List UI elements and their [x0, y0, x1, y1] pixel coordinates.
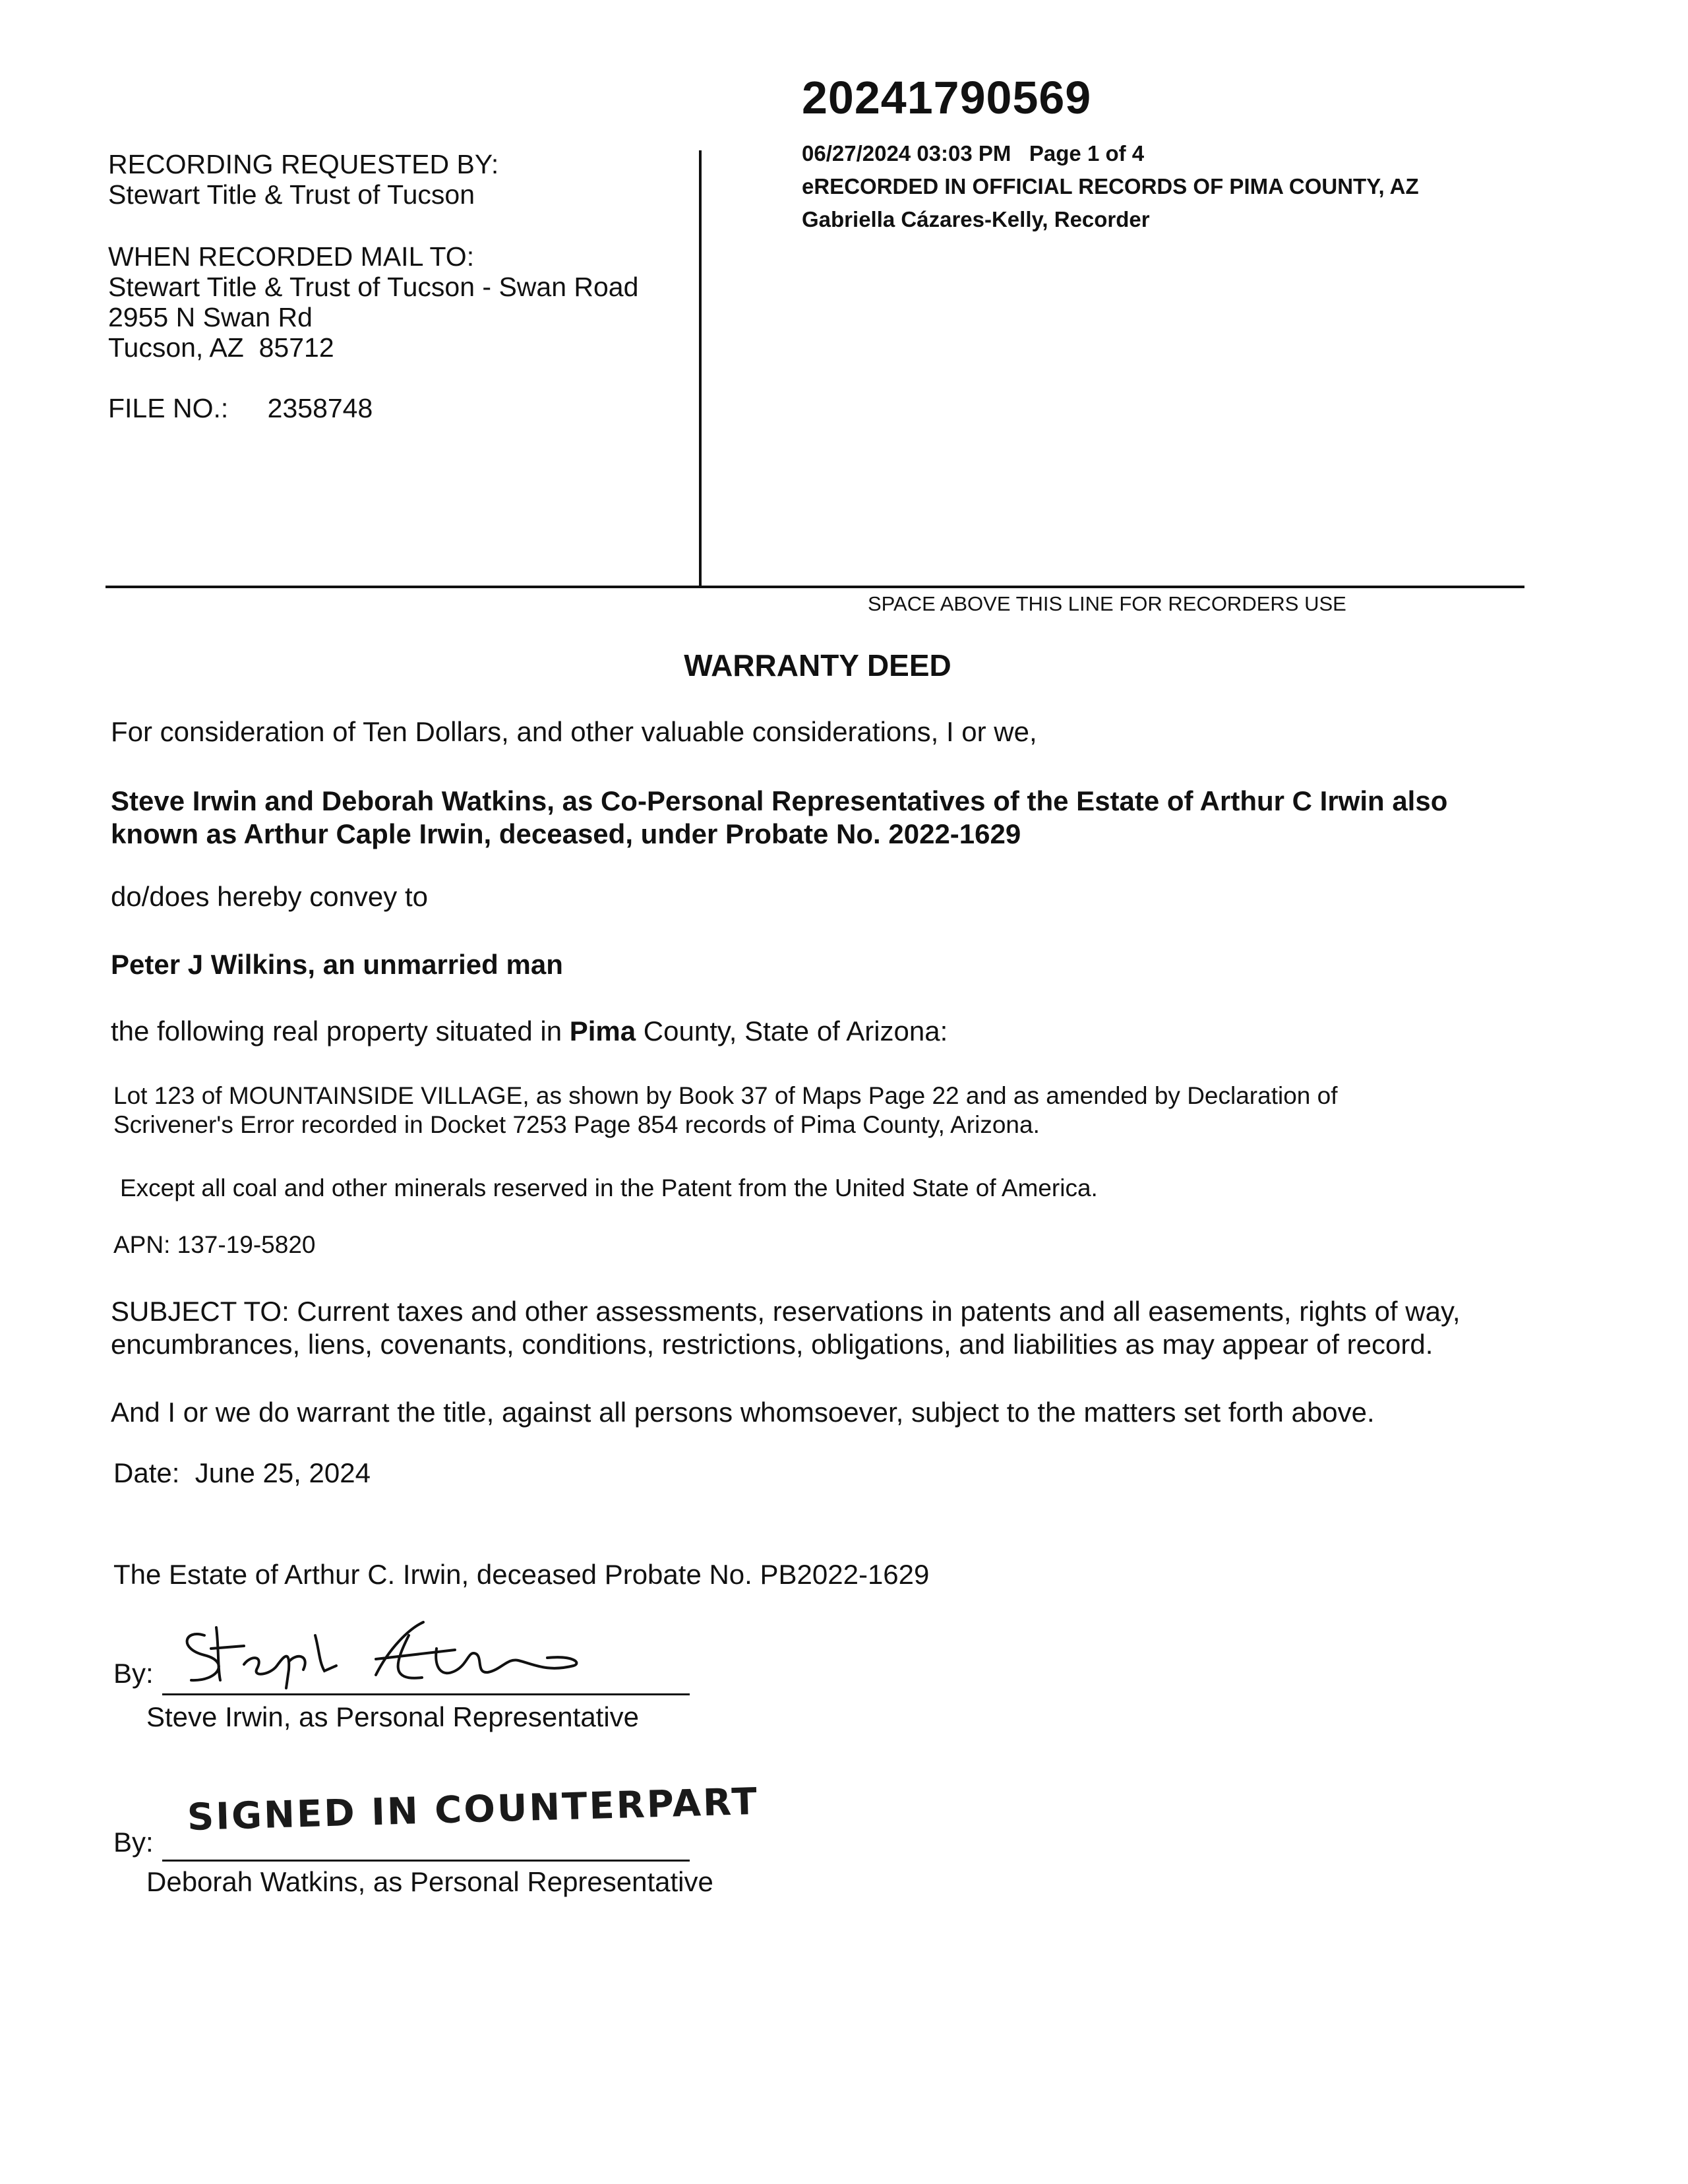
recording-info	[802, 137, 1419, 236]
grantee-name: Peter J Wilkins, an unmarried man	[111, 949, 563, 980]
mail-to-label: WHEN RECORDED MAIL TO:	[108, 241, 475, 272]
subject-to-block	[111, 1295, 1461, 1361]
mail-to-block	[108, 241, 638, 363]
grantor-line-1: Steve Irwin and Deborah Watkins, as Co-Personal Representatives of the Estate of Arthur C Irwin also	[111, 785, 1448, 816]
recording-requested-label: RECORDING REQUESTED BY:	[108, 149, 499, 179]
mail-to-street: 2955 N Swan Rd	[108, 302, 313, 332]
recording-requested-name: Stewart Title & Trust of Tucson	[108, 179, 475, 210]
by-label-1: By:	[113, 1658, 154, 1689]
property-suffix: County, State of Arizona:	[636, 1016, 948, 1046]
legal-line-1: Lot 123 of MOUNTAINSIDE VILLAGE, as shown by Book 37 of Maps Page 22 and as amended by Declaration of	[113, 1082, 1338, 1109]
recording-timestamp: 06/27/2024 03:03 PM Page 1 of 4	[802, 141, 1145, 166]
convey-text: do/does hereby convey to	[111, 881, 428, 912]
county-name: Pima	[569, 1016, 636, 1046]
subject-to-line-2: encumbrances, liens, covenants, conditions, restrictions, obligations, and liabilities as may appear of record.	[111, 1329, 1433, 1360]
signer-1-title: Steve Irwin, as Personal Representative	[146, 1701, 640, 1732]
header-vertical-divider	[699, 150, 702, 587]
grantor-block	[111, 785, 1447, 851]
recorder-space-divider	[106, 586, 1524, 588]
property-prefix: the following real property situated in	[111, 1016, 570, 1046]
mail-to-city: Tucson, AZ 85712	[108, 332, 334, 363]
recorded-in-line: eRECORDED IN OFFICIAL RECORDS OF PIMA COUNTY, AZ	[802, 174, 1419, 198]
legal-description	[113, 1081, 1338, 1139]
file-number-block	[108, 393, 373, 423]
warranty-clause: And I or we do warrant the title, against all persons whomsoever, subject to the matters set forth above.	[111, 1397, 1375, 1428]
subject-to-line-1: SUBJECT TO: Current taxes and other assessments, reservations in patents and all easements, rights of way,	[111, 1296, 1461, 1327]
signed-in-counterpart-stamp: SIGNED IN COUNTERPART	[187, 1780, 760, 1839]
mineral-exception: Except all coal and other minerals reserved in the Patent from the United State of America.	[120, 1174, 1098, 1201]
mail-to-name: Stewart Title & Trust of Tucson - Swan Road	[108, 272, 639, 302]
steve-irwin-signature	[178, 1609, 587, 1695]
recorder-name: Gabriella Cázares-Kelly, Recorder	[802, 207, 1150, 231]
property-location	[111, 1016, 948, 1047]
recording-requested-block	[108, 149, 498, 210]
file-number-label: FILE NO.:	[108, 393, 229, 423]
space-above-label: SPACE ABOVE THIS LINE FOR RECORDERS USE	[868, 592, 1346, 615]
signature-line-2	[162, 1860, 690, 1862]
legal-line-2: Scrivener's Error recorded in Docket 7253 Page 854 records of Pima County, Arizona.	[113, 1111, 1040, 1138]
by-label-2: By:	[113, 1827, 154, 1858]
consideration-text: For consideration of Ten Dollars, and other valuable considerations, I or we,	[111, 716, 1037, 747]
deed-date: Date: June 25, 2024	[113, 1457, 371, 1488]
estate-line: The Estate of Arthur C. Irwin, deceased Probate No. PB2022-1629	[113, 1559, 930, 1590]
signature-line-1	[162, 1693, 690, 1695]
deed-title: WARRANTY DEED	[684, 648, 951, 682]
apn-number: APN: 137-19-5820	[113, 1231, 316, 1258]
document-number: 20241790569	[802, 72, 1092, 123]
grantor-line-2: known as Arthur Caple Irwin, deceased, under Probate No. 2022-1629	[111, 818, 1021, 849]
signer-2-title: Deborah Watkins, as Personal Representative	[146, 1866, 713, 1897]
file-number: 2358748	[267, 393, 373, 423]
